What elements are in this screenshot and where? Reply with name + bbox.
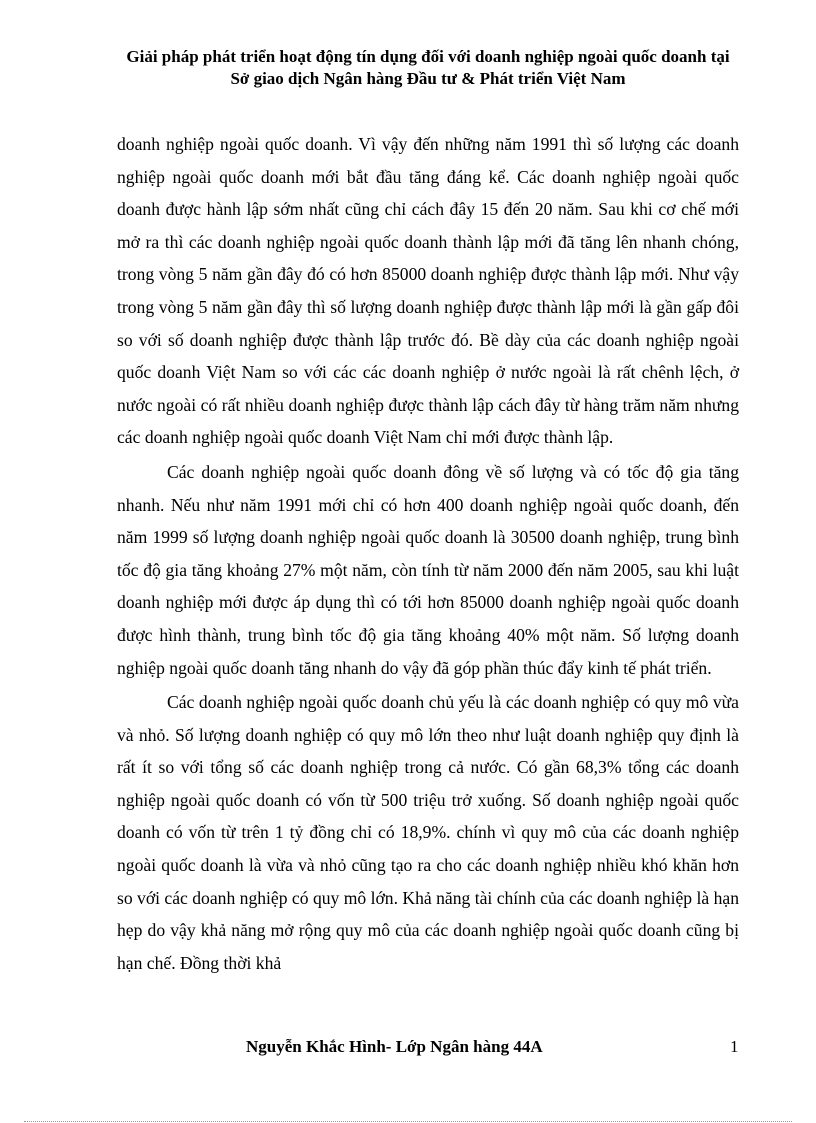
paragraph: doanh nghiệp ngoài quốc doanh. Vì vậy đến những năm 1991 thì số lượng các doanh nghiệp ngoài quốc doanh mới bắt đầu tăng đáng kể. Các doanh nghiệp ngoài quốc doanh được hành lập sớm nhất cũng chỉ cách đây 15 đến 20 năm. Sau khi cơ chế mới mở ra thì các doanh nghiệp ngoài quốc doanh thành lập mới đã tăng lên nhanh chóng, trong vòng 5 năm gần đây đó có hơn 85000 doanh nghiệp được thành lập mới. Như vậy trong vòng 5 năm gần đây thì số lượng doanh nghiệp được thành lập mới là gần gấp đôi so với số doanh nghiệp được thành lập trước đó. Bề dày của các doanh nghiệp ngoài quốc doanh Việt Nam so với các các doanh nghiệp ở nước ngoài là rất chênh lệch, ở nước ngoài có rất nhiều doanh nghiệp được thành lập cách đây từ hàng trăm năm nhưng các doanh nghiệp ngoài quốc doanh Việt Nam chỉ mới được thành lập. <box>117 134 739 448</box>
document-body <box>117 128 739 979</box>
document-header <box>110 46 746 90</box>
paragraph: Các doanh nghiệp ngoài quốc doanh chủ yếu là các doanh nghiệp có quy mô vừa và nhỏ. Số lượng doanh nghiệp có quy mô lớn theo như luật doanh nghiệp quy định là rất ít so với tổng số các doanh nghiệp trong cả nước. Có gần 68,3% tổng các doanh nghiệp ngoài quốc doanh có vốn từ 500 triệu trở xuống. Số doanh nghiệp ngoài quốc doanh có vốn từ trên 1 tỷ đồng chỉ có 18,9%. chính vì quy mô của các doanh nghiệp ngoài quốc doanh là vừa và nhỏ cũng tạo ra cho các doanh nghiệp nhiều khó khăn hơn so với các doanh nghiệp có quy mô lớn. Khả năng tài chính của các doanh nghiệp là hạn hẹp do vậy khả năng mở rộng quy mô của các doanh nghiệp ngoài quốc doanh cũng bị hạn chế. Đồng thời khả <box>117 692 739 973</box>
page-break-divider <box>24 1121 792 1122</box>
page-number: 1 <box>730 1037 739 1056</box>
footer-author: Nguyễn Khắc Hình- Lớp Ngân hàng 44A <box>246 1037 543 1056</box>
paragraph: Các doanh nghiệp ngoài quốc doanh đông về số lượng và có tốc độ gia tăng nhanh. Nếu như năm 1991 mới chỉ có hơn 400 doanh nghiệp ngoài quốc doanh, đến năm 1999 số lượng doanh nghiệp ngoài quốc doanh là 30500 doanh nghiệp, trung bình tốc độ gia tăng khoảng 27% một năm, còn tính từ năm 2000 đến năm 2005, sau khi luật doanh nghiệp mới được áp dụng thì có tới hơn 85000 doanh nghiệp ngoài quốc doanh được hình thành, trung bình tốc độ gia tăng khoảng 40% một năm. Số lượng doanh nghiệp ngoài quốc doanh tăng nhanh do vậy đã góp phần thúc đẩy kinh tế phát triển. <box>117 461 739 678</box>
header-title: Giải pháp phát triển hoạt động tín dụng đối với doanh nghiệp ngoài quốc doanh tại <box>126 47 730 66</box>
header-subtitle: Sở giao dịch Ngân hàng Đầu tư & Phát triển Việt Nam <box>230 69 626 88</box>
